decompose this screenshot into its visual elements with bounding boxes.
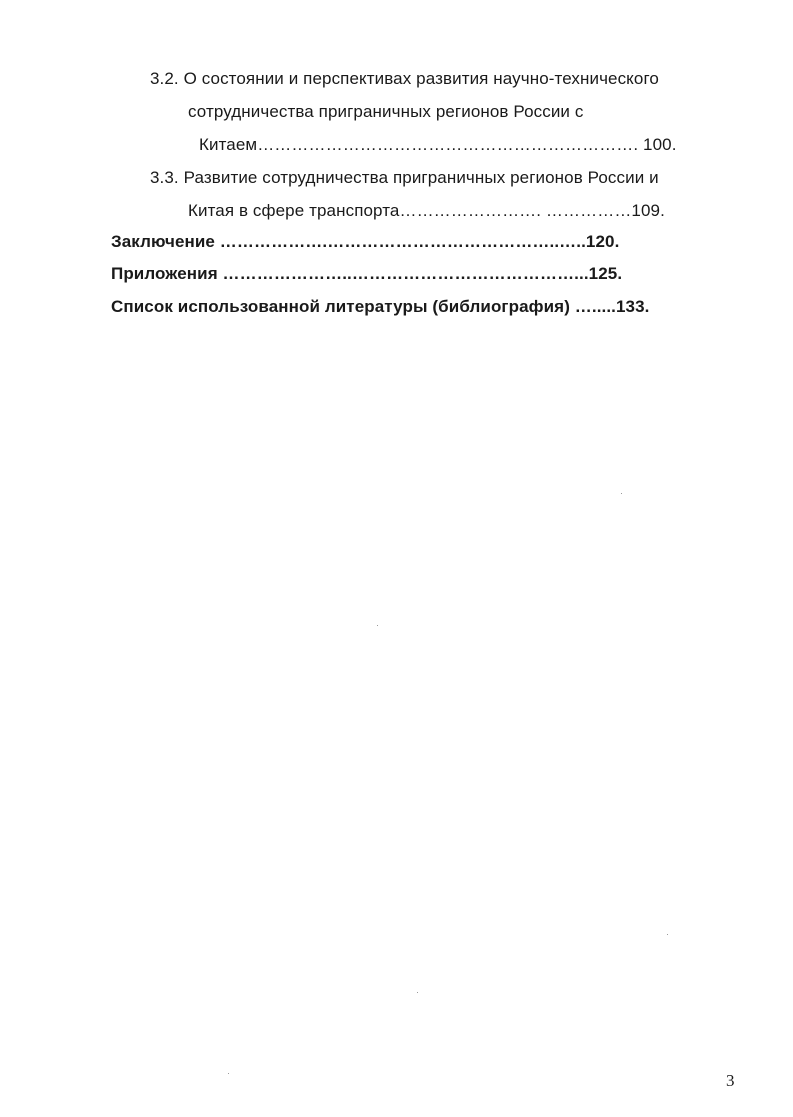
scan-speck: [667, 934, 668, 935]
toc-entry-3-3-line-1: 3.3. Развитие сотрудничества приграничных регионов России и: [150, 168, 659, 187]
scan-speck: [377, 625, 378, 626]
scan-speck: [621, 493, 622, 494]
scan-speck: [228, 1073, 229, 1074]
toc-entry-appendices: Приложения …………………..…………………………………...125.: [111, 264, 623, 283]
toc-entry-3-2-line-1: 3.2. О состоянии и перспективах развития научно-технического: [150, 69, 659, 88]
toc-entry-bibliography: Список использованной литературы (библиография) ….....133.: [111, 297, 650, 316]
toc-entry-3-2-line-3: Китаем…………………………………………………………. 100.: [199, 135, 677, 154]
toc-entry-3-3-line-2: Китая в сфере транспорта……………………. ……………109.: [188, 201, 665, 220]
toc-entry-3-2-line-2: сотрудничества приграничных регионов России с: [188, 102, 584, 121]
page-number: 3: [726, 1071, 735, 1090]
toc-entry-conclusion: Заключение ……………….…………………………………..…..120.: [111, 232, 620, 251]
scan-speck: [417, 992, 418, 993]
